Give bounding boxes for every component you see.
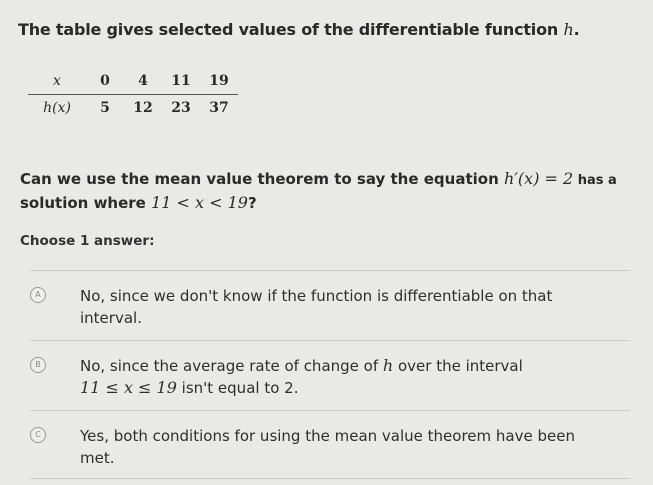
table-cell: 37 xyxy=(209,100,229,116)
option-b-function: h xyxy=(382,356,394,375)
question-part3: solution where xyxy=(20,194,152,212)
option-marker-b[interactable]: B xyxy=(30,357,46,373)
intro-text-before: The table gives selected values of the differentiable function xyxy=(18,20,564,39)
option-b-text-2b: isn't equal to 2. xyxy=(176,379,299,397)
table-header-hx: h(x) xyxy=(43,100,71,116)
option-c-line1: Yes, both conditions for using the mean value theorem have been xyxy=(80,427,575,445)
answer-option-a[interactable] xyxy=(35,285,622,329)
option-b-line1 xyxy=(80,355,622,377)
table-header-x: x xyxy=(28,68,86,95)
question-part4: ? xyxy=(247,194,257,212)
question-part1: Can we use the mean value theorem to say the equation xyxy=(20,170,504,188)
table-cell: 0 xyxy=(86,68,124,95)
choose-label: Choose 1 answer: xyxy=(20,233,155,249)
question-part2: has a xyxy=(573,173,617,188)
option-a-line1: No, since we don't know if the function is differentiable on that xyxy=(80,287,553,305)
question-equation: h′(x) = 2 xyxy=(503,169,574,188)
answer-option-c[interactable] xyxy=(35,425,622,469)
table-cell: 5 xyxy=(100,100,110,116)
function-name: h xyxy=(563,20,574,39)
table-row-x xyxy=(28,68,238,95)
table-row-hx xyxy=(28,95,238,122)
option-c-line2: met. xyxy=(80,449,115,467)
divider xyxy=(30,270,630,271)
intro-text-after: . xyxy=(573,20,580,39)
option-b-text-1a: No, since the average rate of change of xyxy=(80,357,383,375)
option-b-line2 xyxy=(80,377,622,399)
table-cell: 23 xyxy=(171,100,191,116)
question-text xyxy=(20,168,640,214)
option-a-line2: interval. xyxy=(80,309,142,327)
answer-option-b[interactable] xyxy=(35,355,622,399)
question-interval: 11 < x < 19 xyxy=(151,193,248,212)
table-cell: 19 xyxy=(200,68,238,95)
option-b-interval: 11 ≤ x ≤ 19 xyxy=(80,378,177,397)
option-marker-c[interactable]: C xyxy=(30,427,46,443)
table-cell: 11 xyxy=(162,68,200,95)
divider xyxy=(30,478,630,479)
divider xyxy=(30,410,630,411)
table-cell: 4 xyxy=(124,68,162,95)
option-b-text-1b: over the interval xyxy=(393,357,523,375)
table-cell: 12 xyxy=(133,100,153,116)
option-marker-a[interactable]: A xyxy=(30,287,46,303)
intro-text xyxy=(18,20,579,39)
values-table xyxy=(28,68,238,121)
divider xyxy=(30,340,630,341)
